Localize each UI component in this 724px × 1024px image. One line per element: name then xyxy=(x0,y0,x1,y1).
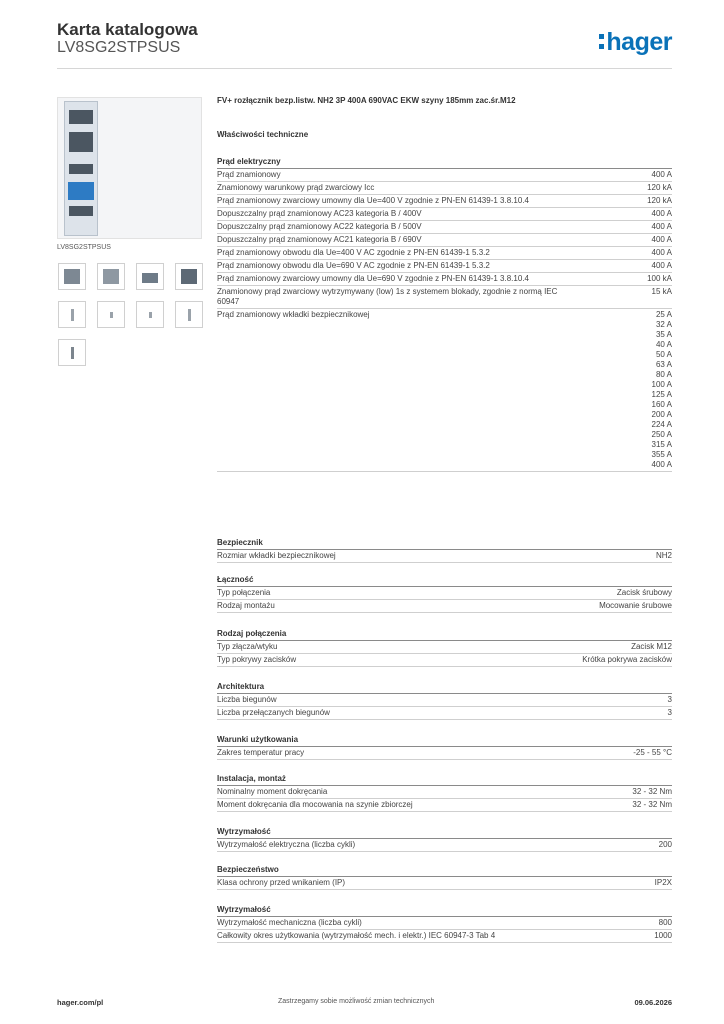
spec-value: 3 xyxy=(667,708,672,717)
spec-label: Nominalny moment dokręcania xyxy=(217,787,328,796)
product-image[interactable] xyxy=(57,97,202,239)
spec-group xyxy=(217,537,672,563)
spec-value: 200 xyxy=(658,840,672,849)
spec-row xyxy=(217,799,672,812)
spec-row xyxy=(217,600,672,613)
spec-value: 400 A xyxy=(651,170,672,179)
thumbnail-7[interactable] xyxy=(136,301,164,328)
spec-value: 800 xyxy=(658,918,672,927)
spec-group-title: Prąd elektryczny xyxy=(217,157,281,166)
spec-group xyxy=(217,681,672,720)
spec-value: 15 kA xyxy=(651,287,672,296)
spec-rows xyxy=(217,876,672,890)
spec-group xyxy=(217,826,672,852)
spec-value: 50 A xyxy=(655,350,672,359)
spec-group xyxy=(217,628,672,667)
spec-group xyxy=(217,734,672,760)
thumbnail-6[interactable] xyxy=(97,301,125,328)
spec-group-title: Bezpieczeństwo xyxy=(217,865,279,874)
thumbnail-3[interactable] xyxy=(136,263,164,290)
spec-value: IP2X xyxy=(654,878,672,887)
spec-value: 32 - 32 Nm xyxy=(632,787,672,796)
spec-rows xyxy=(217,549,672,563)
spec-value: 32 A xyxy=(655,320,672,329)
spec-row xyxy=(217,182,672,195)
spec-row xyxy=(217,587,672,600)
product-name: FV+ rozłącznik bezp.listw. NH2 3P 400A 690VAC EKW szyny 185mm zac.śr.M12 xyxy=(217,96,516,105)
spec-group-title: Łączność xyxy=(217,575,254,584)
spec-value: 200 A xyxy=(651,410,672,419)
spec-label: Prąd znamionowy zwarciowy umowny dla Ue=400 V zgodnie z PN-EN 61439-1 3.8.10.4 xyxy=(217,196,529,205)
spec-label: Rozmiar wkładki bezpiecznikowej xyxy=(217,551,336,560)
spec-value: 400 A xyxy=(651,209,672,218)
spec-value: 160 A xyxy=(651,400,672,409)
spec-label: Całkowity okres użytkowania (wytrzymałość mech. i elektr.) IEC 60947-3 Tab 4 xyxy=(217,931,496,940)
spec-value: 80 A xyxy=(655,370,672,379)
spec-label: Klasa ochrony przed wnikaniem (IP) xyxy=(217,878,346,887)
footer-date: 09.06.2026 xyxy=(634,998,672,1007)
spec-group xyxy=(217,864,672,890)
spec-value: 3 xyxy=(667,695,672,704)
spec-group-title: Wytrzymałość xyxy=(217,827,271,836)
footer-link[interactable]: hager.com/pl xyxy=(57,998,104,1007)
spec-value: 400 A xyxy=(651,460,672,469)
spec-label: Typ połączenia xyxy=(217,588,271,597)
spec-value: 120 kA xyxy=(647,183,672,192)
spec-label: Wytrzymałość elektryczna (liczba cykli) xyxy=(217,840,356,849)
spec-row xyxy=(217,917,672,930)
product-code: LV8SG2STPSUS xyxy=(57,39,181,56)
spec-row xyxy=(217,273,672,286)
spec-value: 120 kA xyxy=(647,196,672,205)
spec-row xyxy=(217,930,672,943)
spec-row xyxy=(217,786,672,799)
spec-row xyxy=(217,694,672,707)
spec-label: Znamionowy warunkowy prąd zwarciowy Icc xyxy=(217,183,375,192)
spec-value: 315 A xyxy=(651,440,672,449)
spec-rows xyxy=(217,640,672,667)
spec-label: Prąd znamionowy zwarciowy umowny dla Ue=690 V zgodnie z PN-EN 61439-1 3.8.10.4 xyxy=(217,274,529,283)
logo-dots-icon xyxy=(599,34,604,49)
spec-value: 400 A xyxy=(651,261,672,270)
spec-value: 40 A xyxy=(655,340,672,349)
spec-label: Dopuszczalny prąd znamionowy AC23 kategoria B / 400V xyxy=(217,209,422,218)
spec-value: 125 A xyxy=(651,390,672,399)
spec-rows xyxy=(217,785,672,812)
spec-value: 100 A xyxy=(651,380,672,389)
page-title: Karta katalogowa xyxy=(57,20,198,39)
spec-value: 32 - 32 Nm xyxy=(632,800,672,809)
image-caption: LV8SG2STPSUS xyxy=(57,244,111,251)
spec-group xyxy=(217,773,672,812)
spec-value: 63 A xyxy=(655,360,672,369)
footer-note: Zastrzegamy sobie możliwość zmian technicznych xyxy=(278,998,435,1005)
thumbnail-9[interactable] xyxy=(58,339,86,366)
spec-rows xyxy=(217,168,672,472)
spec-label: Prąd znamionowy wkładki bezpiecznikowej xyxy=(217,310,370,319)
spec-value: 355 A xyxy=(651,450,672,459)
spec-group-title: Warunki użytkowania xyxy=(217,735,299,744)
spec-rows xyxy=(217,916,672,943)
spec-rows xyxy=(217,746,672,760)
spec-row xyxy=(217,641,672,654)
spec-row xyxy=(217,309,672,472)
spec-value: 25 A xyxy=(655,310,672,319)
spec-label: Rodzaj montażu xyxy=(217,601,275,610)
spec-label: Prąd znamionowy obwodu dla Ue=690 V AC zgodnie z PN-EN 61439-1 5.3.2 xyxy=(217,261,490,270)
spec-group xyxy=(217,156,672,472)
spec-value: Zacisk M12 xyxy=(631,642,672,651)
spec-value: 35 A xyxy=(655,330,672,339)
spec-row xyxy=(217,195,672,208)
thumbnail-1[interactable] xyxy=(58,263,86,290)
spec-row xyxy=(217,747,672,760)
hager-logo[interactable] xyxy=(599,28,672,57)
thumbnail-4[interactable] xyxy=(175,263,203,290)
spec-value: 100 kA xyxy=(647,274,672,283)
spec-value: NH2 xyxy=(655,551,672,560)
spec-row xyxy=(217,654,672,667)
thumbnail-5[interactable] xyxy=(58,301,86,328)
spec-label: Liczba biegunów xyxy=(217,695,277,704)
spec-value: 224 A xyxy=(651,420,672,429)
spec-label: Dopuszczalny prąd znamionowy AC21 kategoria B / 690V xyxy=(217,235,422,244)
spec-value: Zacisk śrubowy xyxy=(616,588,672,597)
spec-group xyxy=(217,574,672,613)
spec-row xyxy=(217,839,672,852)
spec-value: Mocowanie śrubowe xyxy=(599,601,672,610)
spec-value: 400 A xyxy=(651,248,672,257)
spec-group-title: Bezpiecznik xyxy=(217,538,263,547)
spec-rows xyxy=(217,586,672,613)
spec-value: 400 A xyxy=(651,235,672,244)
spec-label: Prąd znamionowy xyxy=(217,170,281,179)
spec-row xyxy=(217,247,672,260)
spec-row xyxy=(217,169,672,182)
spec-rows xyxy=(217,838,672,852)
spec-row xyxy=(217,550,672,563)
spec-label: Wytrzymałość mechaniczna (liczba cykli) xyxy=(217,918,362,927)
spec-row xyxy=(217,877,672,890)
spec-group-title: Architektura xyxy=(217,682,265,691)
spec-row xyxy=(217,707,672,720)
header-divider xyxy=(57,68,672,69)
spec-label: Typ pokrywy zacisków xyxy=(217,655,297,664)
spec-value: 250 A xyxy=(651,430,672,439)
spec-label: Zakres temperatur pracy xyxy=(217,748,305,757)
spec-label: Dopuszczalny prąd znamionowy AC22 kategoria B / 500V xyxy=(217,222,422,231)
spec-row xyxy=(217,260,672,273)
spec-row xyxy=(217,234,672,247)
spec-label: Moment dokręcania dla mocowania na szynie zbiorczej xyxy=(217,800,413,809)
spec-label: Prąd znamionowy obwodu dla Ue=400 V AC zgodnie z PN-EN 61439-1 5.3.2 xyxy=(217,248,490,257)
thumbnail-8[interactable] xyxy=(175,301,203,328)
spec-label: Znamionowy prąd zwarciowy wytrzymywany (low) 1s z systemem blokady, zgodnie z normą IEC 60947 xyxy=(217,287,558,306)
logo-text: hager xyxy=(606,28,672,56)
spec-row xyxy=(217,286,672,309)
spec-label: Typ złącza/wtyku xyxy=(217,642,278,651)
spec-value: 1000 xyxy=(654,931,672,940)
spec-value: Krótka pokrywa zacisków xyxy=(582,655,672,664)
spec-value-list xyxy=(652,310,672,470)
spec-value: 400 A xyxy=(651,222,672,231)
product-device-icon xyxy=(64,101,98,236)
spec-row xyxy=(217,221,672,234)
spec-group xyxy=(217,904,672,943)
spec-group-title: Rodzaj połączenia xyxy=(217,629,287,638)
section-title: Właściwości techniczne xyxy=(217,130,309,139)
spec-group-title: Instalacja, montaż xyxy=(217,774,286,783)
spec-label: Liczba przełączanych biegunów xyxy=(217,708,330,717)
spec-group-title: Wytrzymałość xyxy=(217,905,271,914)
spec-rows xyxy=(217,693,672,720)
thumbnail-2[interactable] xyxy=(97,263,125,290)
spec-value: -25 - 55 °C xyxy=(633,748,672,757)
spec-row xyxy=(217,208,672,221)
